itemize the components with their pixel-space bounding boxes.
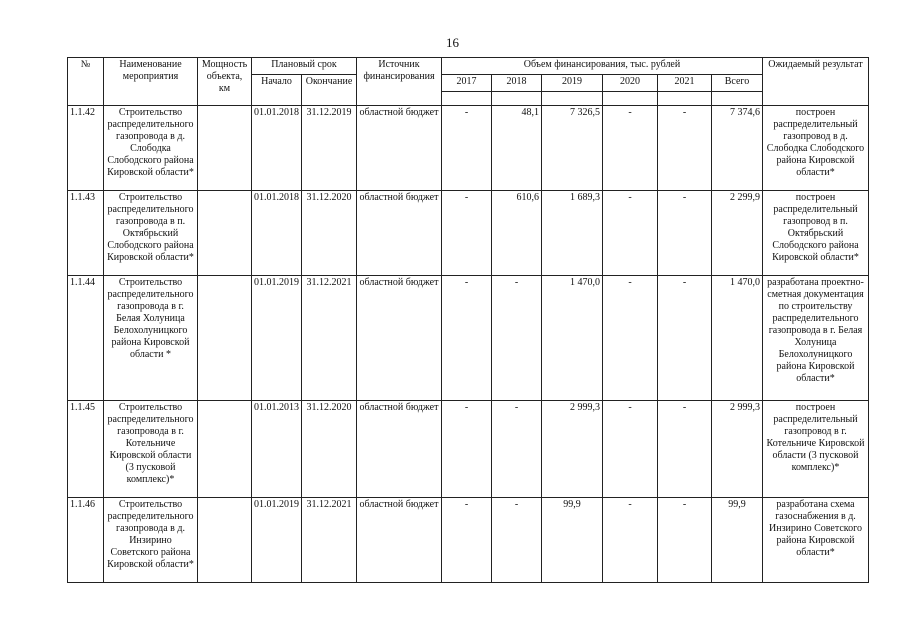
row-total: 2 999,3 bbox=[712, 401, 763, 498]
header-term: Плановый срок bbox=[252, 58, 357, 75]
row-start: 01.01.2018 bbox=[252, 106, 302, 191]
row-result: разработана схема газоснабжения в д. Инзирино Советского района Кировской области* bbox=[763, 498, 869, 583]
page-number: 16 bbox=[446, 35, 459, 50]
header-result: Ожидаемый результат bbox=[763, 58, 869, 106]
header-no: № bbox=[68, 58, 104, 106]
row-2017: - bbox=[442, 106, 492, 191]
row-number: 1.1.42 bbox=[68, 106, 104, 191]
row-capacity bbox=[198, 401, 252, 498]
row-name: Строительство распределительного газопровода в г. Котельниче Кировской области (3 пусковой комплекс)* bbox=[104, 401, 198, 498]
row-2017: - bbox=[442, 276, 492, 401]
row-name: Строительство распределительного газопровода в д. Слободка Слободского района Кировской области* bbox=[104, 106, 198, 191]
row-source: областной бюджет bbox=[357, 276, 442, 401]
row-end: 31.12.2019 bbox=[302, 106, 357, 191]
row-number: 1.1.45 bbox=[68, 401, 104, 498]
row-2019: 2 999,3 bbox=[542, 401, 603, 498]
header-total: Всего bbox=[712, 75, 763, 92]
row-name: Строительство распределительного газопровода в п. Октябрьский Слободского района Кировской области* bbox=[104, 191, 198, 276]
row-start: 01.01.2019 bbox=[252, 276, 302, 401]
row-2018: - bbox=[492, 401, 542, 498]
row-2020: - bbox=[603, 401, 658, 498]
row-2017: - bbox=[442, 498, 492, 583]
row-2017: - bbox=[442, 401, 492, 498]
row-result: построен распределительный газопровод в д. Слободка Слободского района Кировской области* bbox=[763, 106, 869, 191]
row-start: 01.01.2018 bbox=[252, 191, 302, 276]
header-capacity: Мощность объекта, км bbox=[198, 58, 252, 106]
row-total: 7 374,6 bbox=[712, 106, 763, 191]
row-2020: - bbox=[603, 276, 658, 401]
row-2021: - bbox=[658, 276, 712, 401]
row-number: 1.1.43 bbox=[68, 191, 104, 276]
header-year-2021: 2021 bbox=[658, 75, 712, 92]
header-year-2020: 2020 bbox=[603, 75, 658, 92]
row-end: 31.12.2021 bbox=[302, 276, 357, 401]
row-result: разработана проектно-сметная документация по строительству распределительного газопровода в г. Белая Холуница Белохолуницкого района Кировской области* bbox=[763, 276, 869, 401]
row-end: 31.12.2020 bbox=[302, 401, 357, 498]
row-total: 1 470,0 bbox=[712, 276, 763, 401]
table-row bbox=[68, 191, 869, 276]
table-row bbox=[68, 498, 869, 583]
row-number: 1.1.44 bbox=[68, 276, 104, 401]
row-2021: - bbox=[658, 498, 712, 583]
row-2020: - bbox=[603, 498, 658, 583]
row-total: 99,9 bbox=[712, 498, 763, 583]
header-term-end: Окончание bbox=[302, 75, 357, 106]
row-2018: - bbox=[492, 498, 542, 583]
row-number: 1.1.46 bbox=[68, 498, 104, 583]
row-2018: - bbox=[492, 276, 542, 401]
header-term-start: Начало bbox=[252, 75, 302, 106]
row-result: построен распределительный газопровод в п. Октябрьский Слободского района Кировской области* bbox=[763, 191, 869, 276]
header-name: Наименование мероприятия bbox=[104, 58, 198, 106]
row-end: 31.12.2021 bbox=[302, 498, 357, 583]
row-2019: 7 326,5 bbox=[542, 106, 603, 191]
row-total: 2 299,9 bbox=[712, 191, 763, 276]
row-2018: 610,6 bbox=[492, 191, 542, 276]
row-start: 01.01.2019 bbox=[252, 498, 302, 583]
row-2020: - bbox=[603, 191, 658, 276]
row-capacity bbox=[198, 276, 252, 401]
row-capacity bbox=[198, 106, 252, 191]
financing-table bbox=[67, 57, 869, 583]
header-year-2018: 2018 bbox=[492, 75, 542, 92]
row-source: областной бюджет bbox=[357, 498, 442, 583]
table-row bbox=[68, 106, 869, 191]
row-2018: 48,1 bbox=[492, 106, 542, 191]
row-2021: - bbox=[658, 401, 712, 498]
row-capacity bbox=[198, 498, 252, 583]
row-2019: 99,9 bbox=[542, 498, 603, 583]
header-year-2017: 2017 bbox=[442, 75, 492, 92]
row-capacity bbox=[198, 191, 252, 276]
row-2019: 1 470,0 bbox=[542, 276, 603, 401]
row-end: 31.12.2020 bbox=[302, 191, 357, 276]
row-result: построен распределительный газопровод в г. Котельниче Кировской области (3 пусковой комплекс)* bbox=[763, 401, 869, 498]
row-2021: - bbox=[658, 191, 712, 276]
row-2020: - bbox=[603, 106, 658, 191]
row-name: Строительство распределительного газопровода в д. Инзирино Советского района Кировской области* bbox=[104, 498, 198, 583]
header-row-1 bbox=[68, 58, 869, 75]
header-year-2019: 2019 bbox=[542, 75, 603, 92]
row-source: областной бюджет bbox=[357, 191, 442, 276]
header-source: Источник финансирования bbox=[357, 58, 442, 106]
row-name: Строительство распределительного газопровода в г. Белая Холуница Белохолуницкого района Кировской области * bbox=[104, 276, 198, 401]
header-volume: Объем финансирования, тыс. рублей bbox=[442, 58, 763, 75]
row-start: 01.01.2013 bbox=[252, 401, 302, 498]
row-source: областной бюджет bbox=[357, 401, 442, 498]
table-row bbox=[68, 401, 869, 498]
table-row bbox=[68, 276, 869, 401]
row-2021: - bbox=[658, 106, 712, 191]
row-source: областной бюджет bbox=[357, 106, 442, 191]
row-2019: 1 689,3 bbox=[542, 191, 603, 276]
row-2017: - bbox=[442, 191, 492, 276]
